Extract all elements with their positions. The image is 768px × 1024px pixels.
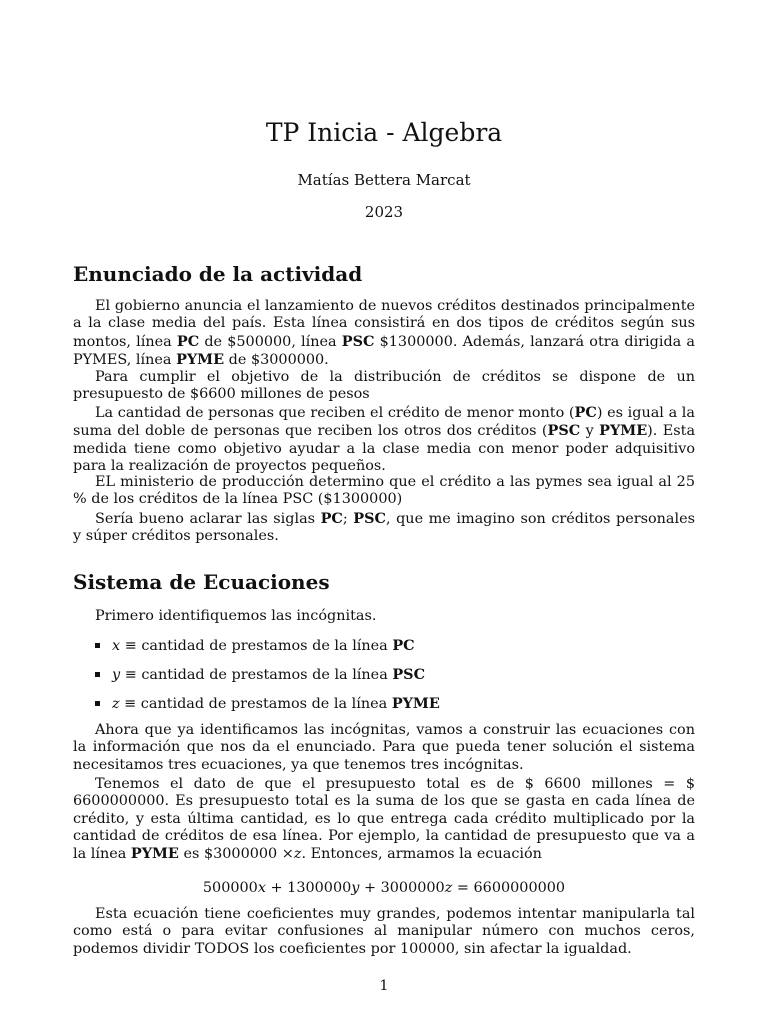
paragraph-7: Tenemos el dato de que el presupuesto total es de $ 6600 millones = $ 6600000000. Es presupuesto total es la suma de los que se gasta en cada línea de crédito, y esta última cantidad, es lo que entrega cada crédito multiplicado por la cantidad de créditos de esa línea. Por ejemplo, la cantidad de presupuesto que va a la línea PYME es $3000000 ×z. Entonces, armamos la ecuación xyxy=(73,776,695,863)
document-author: Matías Bettera Marcat xyxy=(297,171,471,189)
list-item: y ≡ cantidad de prestamos de la línea PSC xyxy=(95,666,440,695)
section-heading-sistema: Sistema de Ecuaciones xyxy=(73,570,330,594)
paragraph-intro: Primero identifiquemos las incógnitas. xyxy=(95,608,377,624)
paragraph-4: EL ministerio de producción determino que el crédito a las pymes sea igual al 25 % de los créditos de la línea PSC ($1300000) xyxy=(73,474,695,508)
document-title: TP Inicia - Algebra xyxy=(265,118,503,147)
paragraph-6: Ahora que ya identificamos las incógnitas, vamos a construir las ecuaciones con la información que nos da el enunciado. Para que pueda tener solución el sistema necesitamos tres ecuaciones, ya que tenemos tres incógnitas. xyxy=(73,722,695,773)
unknowns-list xyxy=(95,637,440,724)
document-date: 2023 xyxy=(364,203,404,221)
list-item: x ≡ cantidad de prestamos de la línea PC xyxy=(95,637,440,666)
budget-equation: 500000x + 1300000y + 3000000z = 6600000000 xyxy=(202,880,566,896)
paragraph-2: Para cumplir el objetivo de la distribución de créditos se dispone de un presupuesto de $6600 millones de pesos xyxy=(73,369,695,403)
paragraph-8: Esta ecuación tiene coeficientes muy grandes, podemos intentar manipularla tal como está o para evitar confusiones al manipular número con muchos ceros, podemos dividir TODOS los coeficientes por 100000, sin afectar la igualdad. xyxy=(73,906,695,957)
paragraph-3: La cantidad de personas que reciben el crédito de menor monto (PC) es igual a la suma del doble de personas que reciben los otros dos créditos (PSC y PYME). Esta medida tiene como objetivo ayudar a la clase media con menor poder adquisitivo para la realización de proyectos pequeños. xyxy=(73,404,696,474)
section-heading-enunciado: Enunciado de la actividad xyxy=(73,262,363,286)
bullet-icon xyxy=(95,672,100,677)
paragraph-5: Sería bueno aclarar las siglas PC; PSC, que me imagino son créditos personales y súper créditos personales. xyxy=(73,510,695,545)
paragraph-1: El gobierno anuncia el lanzamiento de nuevos créditos destinados principalmente a la clase media del país. Esta línea consistirá en dos tipos de créditos según sus montos, línea PC de $500000, línea PSC $1300000. Además, lanzará otra dirigida a PYMES, línea PYME de $3000000. xyxy=(73,298,696,368)
list-item: z ≡ cantidad de prestamos de la línea PYME xyxy=(95,695,440,724)
bullet-icon xyxy=(95,643,100,648)
page-number: 1 xyxy=(379,978,389,994)
bullet-icon xyxy=(95,701,100,706)
